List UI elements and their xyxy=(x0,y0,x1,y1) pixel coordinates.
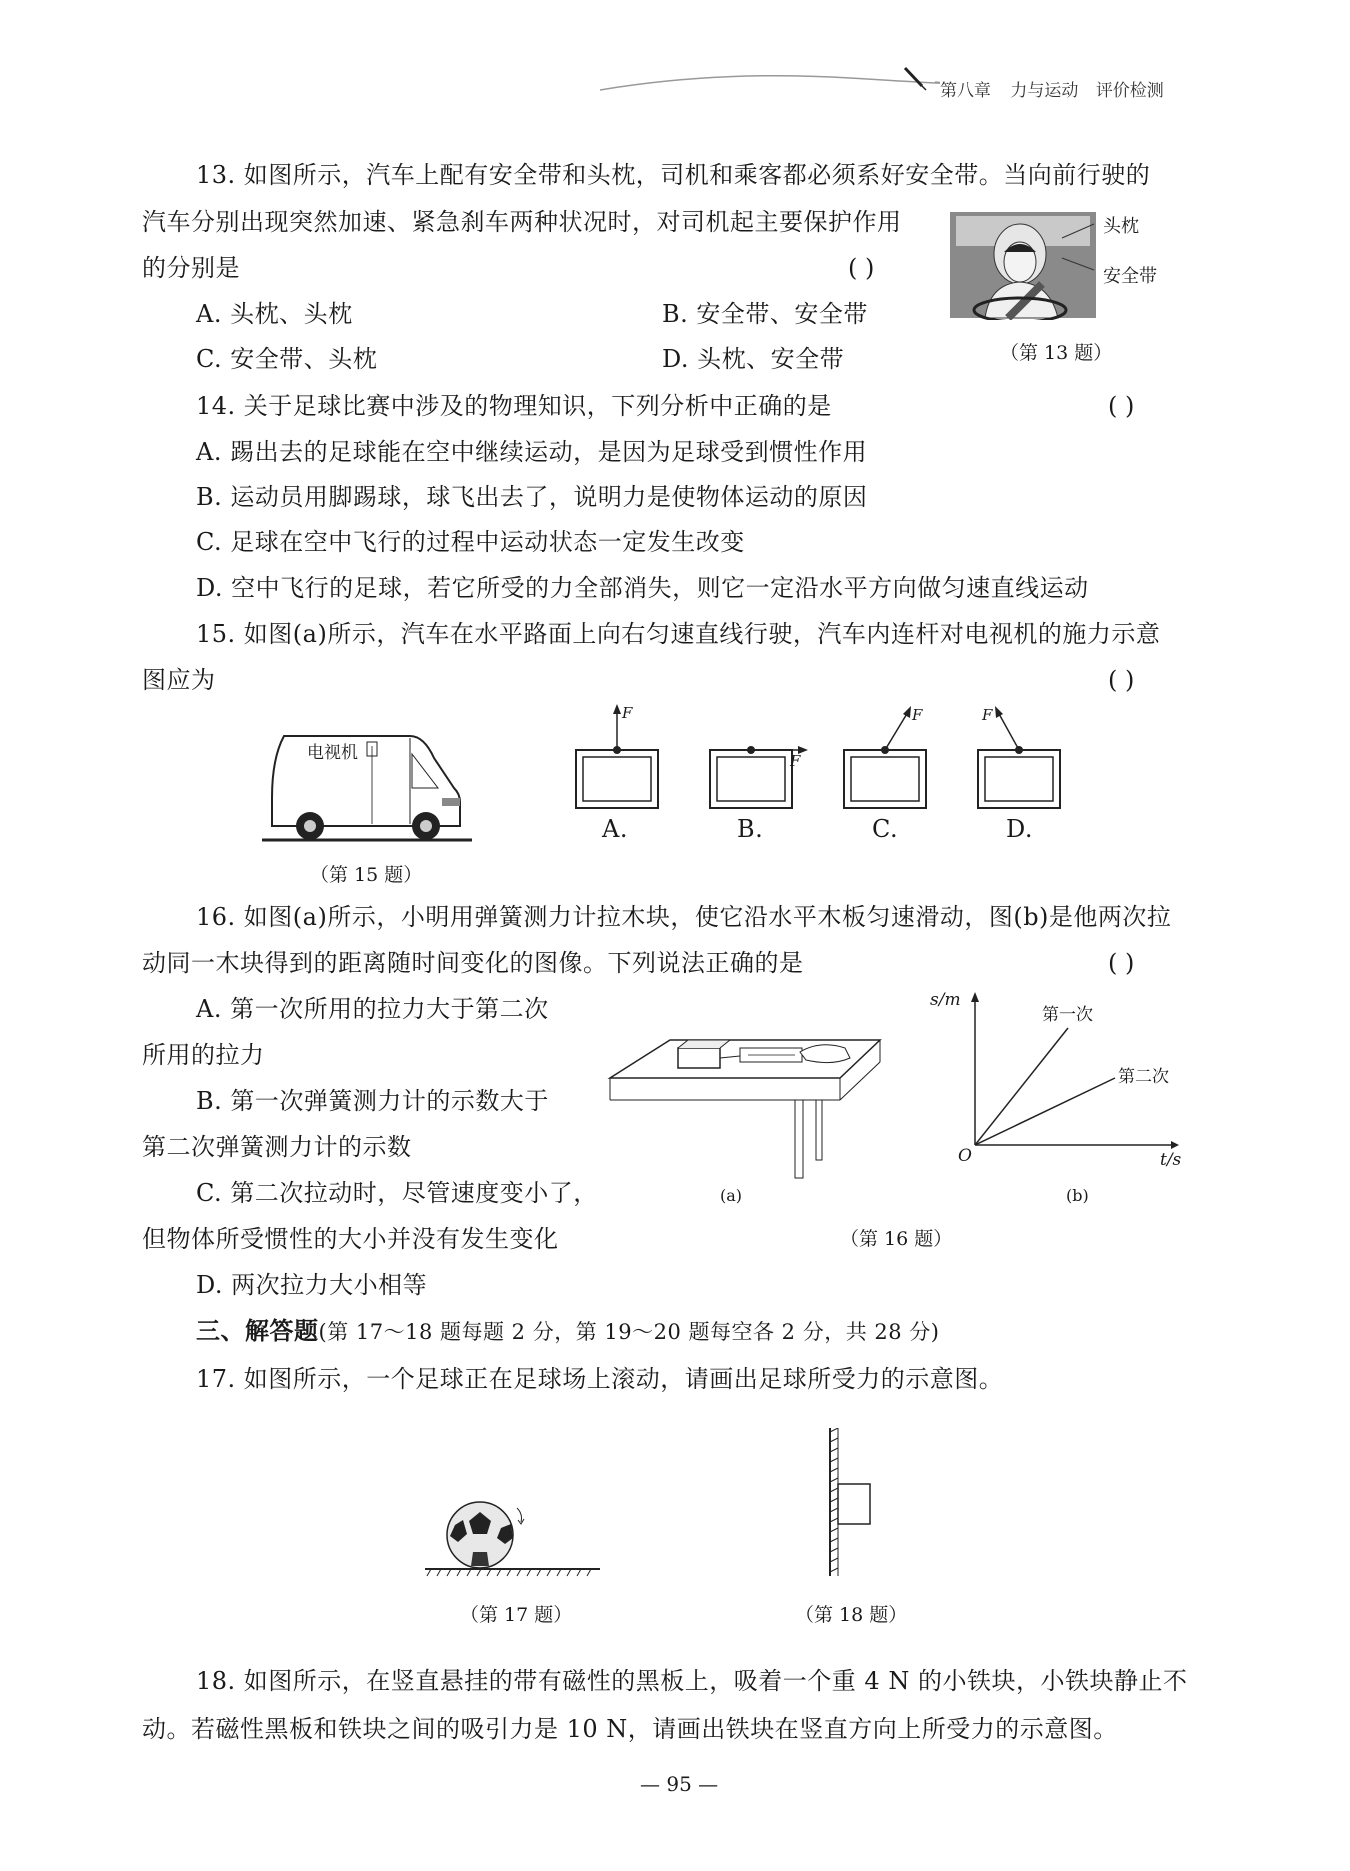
header-section: 评价检测 xyxy=(1095,81,1164,101)
q18-line2: 动。若磁性黑板和铁块之间的吸引力是 10 N，请画出铁块在竖直方向上所受力的示意图。 xyxy=(142,1715,1118,1743)
q14-option-d: D. 空中飞行的足球，若它所受的力全部消失，则它一定沿水平方向做匀速直线运动 xyxy=(196,574,1089,602)
q15-line1: 15. 如图(a)所示，汽车在水平路面上向右匀速直线行驶，汽车内连杆对电视机的施力示意 xyxy=(196,620,1161,648)
q16-graph-xlabel: t/s xyxy=(1160,1150,1182,1170)
q13-option-d: D. 头枕、安全带 xyxy=(662,345,845,373)
page-number: — 95 — xyxy=(640,1772,719,1796)
q16-graph-series2-label: 第二次 xyxy=(1118,1067,1169,1087)
q16-option-b-line1: B. 第一次弹簧测力计的示数大于 xyxy=(196,1087,549,1115)
q14-stem: 14. 关于足球比赛中涉及的物理知识，下列分析中正确的是 xyxy=(196,392,832,420)
q16-series2-line xyxy=(975,1078,1115,1145)
q18-blackboard-figure xyxy=(810,1428,890,1578)
q16-table-figure xyxy=(600,1010,890,1180)
section3-desc: (第 17～18 题每题 2 分，第 19～20 题每空各 2 分，共 28 分) xyxy=(318,1320,940,1344)
page-header xyxy=(940,76,1164,101)
q15-van-figure xyxy=(262,728,472,842)
q13-answer-paren: ( ) xyxy=(848,254,875,282)
q13-line3: 的分别是 xyxy=(142,254,240,282)
q17-stem: 17. 如图所示，一个足球正在足球场上滚动，请画出足球所受力的示意图。 xyxy=(196,1365,1004,1393)
q16-option-c-line2: 但物体所受惯性的大小并没有发生变化 xyxy=(142,1225,559,1253)
q15-option-b-label: B. xyxy=(737,815,764,843)
q16-option-b-line2: 第二次弹簧测力计的示数 xyxy=(142,1133,412,1161)
q13-label-headrest: 头枕 xyxy=(1103,216,1139,237)
q13-line1: 13. 如图所示，汽车上配有安全带和头枕，司机和乘客都必须系好安全带。当向前行驶的 xyxy=(196,161,1151,189)
q17-soccer-ball-figure xyxy=(425,1490,605,1580)
q16-line2: 动同一木块得到的距离随时间变化的图像。下列说法正确的是 xyxy=(142,949,804,977)
q15-option-a-diagram xyxy=(568,700,668,815)
q16-graph-series1-label: 第一次 xyxy=(1042,1005,1093,1025)
q15-line2: 图应为 xyxy=(142,666,216,694)
q16-answer-paren: ( ) xyxy=(1108,949,1135,977)
q15-caption: （第 15 题） xyxy=(310,864,423,886)
q15-option-d-label: D. xyxy=(1006,815,1034,843)
section3-heading xyxy=(196,1314,939,1349)
q16-option-d: D. 两次拉力大小相等 xyxy=(196,1271,428,1299)
q15-option-a-label: A. xyxy=(602,815,628,843)
q16-graph-origin: O xyxy=(958,1146,972,1166)
q13-option-a: A. 头枕、头枕 xyxy=(196,300,353,328)
q16-caption: （第 16 题） xyxy=(840,1228,953,1250)
header-title: 力与运动 xyxy=(1010,81,1079,101)
q17-caption: （第 17 题） xyxy=(460,1604,573,1626)
section3-title: 三、解答题 xyxy=(196,1316,319,1345)
q14-option-c: C. 足球在空中飞行的过程中运动状态一定发生改变 xyxy=(196,528,745,556)
q15-force-label-b: F xyxy=(790,752,801,770)
q15-force-label-c: F xyxy=(912,706,923,724)
q16-option-a-line2: 所用的拉力 xyxy=(142,1041,265,1069)
q16-fig-a-label: (a) xyxy=(720,1186,743,1205)
q15-van-label: 电视机 xyxy=(307,743,358,763)
q16-option-a-line1: A. 第一次所用的拉力大于第二次 xyxy=(196,995,549,1023)
q15-answer-paren: ( ) xyxy=(1108,666,1135,694)
q13-caption: （第 13 题） xyxy=(1000,342,1113,364)
q16-series1-line xyxy=(975,1028,1068,1145)
q16-line1: 16. 如图(a)所示，小明用弹簧测力计拉木块，使它沿水平木板匀速滑动，图(b)是他两次拉 xyxy=(196,903,1172,931)
q18-caption: （第 18 题） xyxy=(795,1604,908,1626)
header-decoration xyxy=(600,60,940,100)
q16-graph-ylabel: s/m xyxy=(930,990,961,1010)
q14-answer-paren: ( ) xyxy=(1108,392,1135,420)
q13-line2: 汽车分别出现突然加速、紧急刹车两种状况时，对司机起主要保护作用 xyxy=(142,208,902,236)
q13-label-seatbelt: 安全带 xyxy=(1103,266,1157,287)
q13-label-lines xyxy=(1060,220,1100,280)
q14-option-a: A. 踢出去的足球能在空中继续运动，是因为足球受到惯性作用 xyxy=(196,438,868,466)
q18-line1: 18. 如图所示，在竖直悬挂的带有磁性的黑板上，吸着一个重 4 N 的小铁块，小铁块静止不 xyxy=(196,1667,1188,1695)
q13-option-c: C. 安全带、头枕 xyxy=(196,345,378,373)
q15-force-label-a: F xyxy=(622,704,633,722)
header-chapter: 第八章 xyxy=(940,81,991,101)
q15-option-c-label: C. xyxy=(872,815,899,843)
q15-force-label-d: F xyxy=(982,706,993,724)
q14-option-b: B. 运动员用脚踢球，球飞出去了，说明力是使物体运动的原因 xyxy=(196,483,868,511)
q13-option-b: B. 安全带、安全带 xyxy=(662,300,868,328)
q16-fig-b-label: (b) xyxy=(1066,1186,1089,1205)
q16-option-c-line1: C. 第二次拉动时，尽管速度变小了， xyxy=(196,1179,598,1207)
